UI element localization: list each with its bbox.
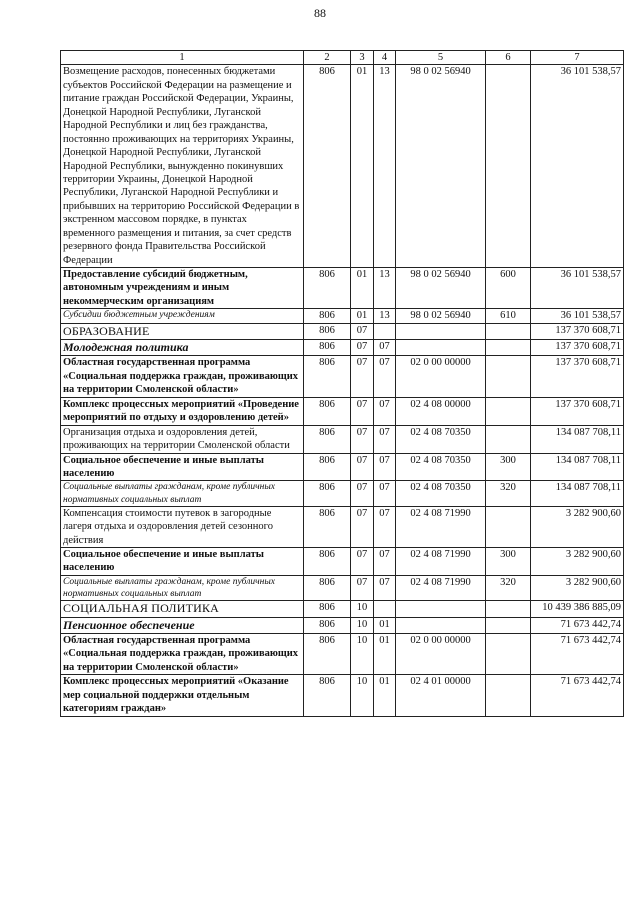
cell-section-code: 07 <box>351 323 374 339</box>
cell-subsection-code: 07 <box>374 356 396 397</box>
cell-section-code: 01 <box>351 268 374 309</box>
table-row <box>61 268 624 309</box>
row-name: Субсидии бюджетным учреждениям <box>61 309 304 323</box>
cell-amount: 10 439 386 885,09 <box>531 601 624 617</box>
row-name: Областная государственная программа «Социальная поддержка граждан, проживающих на территории Смоленской области» <box>61 633 304 674</box>
row-name: Пенсионное обеспечение <box>61 617 304 633</box>
cell-expense-type <box>486 633 531 674</box>
cell-amount: 137 370 608,71 <box>531 340 624 356</box>
cell-subsection-code: 01 <box>374 633 396 674</box>
cell-target-article: 02 4 08 00000 <box>396 397 486 425</box>
cell-expense-type <box>486 601 531 617</box>
cell-expense-type: 320 <box>486 481 531 506</box>
header-col-6: 6 <box>486 51 531 65</box>
cell-admin-code: 806 <box>304 453 351 481</box>
row-name: Социальное обеспечение и иные выплаты населению <box>61 548 304 576</box>
cell-amount: 3 282 900,60 <box>531 575 624 600</box>
cell-subsection-code <box>374 323 396 339</box>
table-header <box>61 51 624 65</box>
row-name: Социальные выплаты гражданам, кроме публичных нормативных социальных выплат <box>61 481 304 506</box>
header-col-3: 3 <box>351 51 374 65</box>
header-col-2: 2 <box>304 51 351 65</box>
page-number: 88 <box>314 6 326 20</box>
row-name: Областная государственная программа «Социальная поддержка граждан, проживающих на территории Смоленской области» <box>61 356 304 397</box>
cell-admin-code: 806 <box>304 675 351 716</box>
cell-target-article: 02 4 08 71990 <box>396 575 486 600</box>
row-name: Компенсация стоимости путевок в загородные лагеря отдыха и оздоровления детей сезонного действия <box>61 506 304 547</box>
cell-section-code: 07 <box>351 397 374 425</box>
table-row <box>61 506 624 547</box>
header-col-1: 1 <box>61 51 304 65</box>
cell-expense-type <box>486 65 531 268</box>
table-row <box>61 323 624 339</box>
cell-admin-code: 806 <box>304 65 351 268</box>
cell-subsection-code: 07 <box>374 481 396 506</box>
cell-amount: 137 370 608,71 <box>531 356 624 397</box>
cell-subsection-code: 01 <box>374 675 396 716</box>
cell-target-article <box>396 601 486 617</box>
cell-section-code: 07 <box>351 340 374 356</box>
table-row <box>61 575 624 600</box>
cell-admin-code: 806 <box>304 356 351 397</box>
table-row <box>61 65 624 268</box>
table-row <box>61 340 624 356</box>
row-name: Комплекс процессных мероприятий «Оказание мер социальной поддержки отдельным категориям граждан» <box>61 675 304 716</box>
table-body <box>61 65 624 716</box>
table-row <box>61 309 624 323</box>
cell-subsection-code: 13 <box>374 268 396 309</box>
row-name: ОБРАЗОВАНИЕ <box>61 323 304 339</box>
cell-target-article: 02 4 08 70350 <box>396 453 486 481</box>
cell-section-code: 10 <box>351 675 374 716</box>
cell-section-code: 10 <box>351 633 374 674</box>
row-name: Организация отдыха и оздоровления детей, проживающих на территории Смоленской области <box>61 425 304 453</box>
cell-amount: 71 673 442,74 <box>531 675 624 716</box>
cell-amount: 134 087 708,11 <box>531 453 624 481</box>
row-name: Возмещение расходов, понесенных бюджетами субъектов Российской Федерации на размещение и питание граждан Российской Федерации, Украины, Донецкой Народной Республики, Луганской Народной Республики и лиц без гражданства, постоянно проживающих на территориях Украины, Донецкой Народной Республики, Луганской Народной Республики, вынужденно покинувших территории Украины, Донецкой Народной Республики, Луганской Народной Республики и прибывших на территорию Российской Федерации в экстренном массовом порядке, в пунктах временного размещения и питания, за счет средств резервного фонда Правительства Российской Федерации <box>61 65 304 268</box>
table-row <box>61 397 624 425</box>
cell-target-article: 02 4 08 71990 <box>396 548 486 576</box>
cell-target-article <box>396 340 486 356</box>
cell-admin-code: 806 <box>304 323 351 339</box>
cell-subsection-code: 07 <box>374 548 396 576</box>
cell-target-article: 98 0 02 56940 <box>396 268 486 309</box>
cell-expense-type: 600 <box>486 268 531 309</box>
cell-section-code: 10 <box>351 617 374 633</box>
cell-subsection-code: 07 <box>374 397 396 425</box>
cell-expense-type <box>486 340 531 356</box>
cell-subsection-code <box>374 601 396 617</box>
cell-target-article: 02 4 08 71990 <box>396 506 486 547</box>
cell-expense-type <box>486 617 531 633</box>
cell-subsection-code: 13 <box>374 65 396 268</box>
cell-target-article: 98 0 02 56940 <box>396 309 486 323</box>
cell-admin-code: 806 <box>304 268 351 309</box>
cell-section-code: 07 <box>351 453 374 481</box>
cell-expense-type <box>486 506 531 547</box>
cell-amount: 71 673 442,74 <box>531 633 624 674</box>
cell-subsection-code: 07 <box>374 453 396 481</box>
header-col-4: 4 <box>374 51 396 65</box>
cell-amount: 3 282 900,60 <box>531 548 624 576</box>
cell-amount: 36 101 538,57 <box>531 65 624 268</box>
table-row <box>61 675 624 716</box>
cell-admin-code: 806 <box>304 601 351 617</box>
table-row <box>61 425 624 453</box>
cell-target-article: 98 0 02 56940 <box>396 65 486 268</box>
cell-expense-type: 300 <box>486 453 531 481</box>
cell-admin-code: 806 <box>304 548 351 576</box>
cell-section-code: 07 <box>351 356 374 397</box>
table-row <box>61 633 624 674</box>
table-row <box>61 356 624 397</box>
cell-expense-type: 610 <box>486 309 531 323</box>
cell-subsection-code: 07 <box>374 575 396 600</box>
cell-admin-code: 806 <box>304 481 351 506</box>
cell-amount: 137 370 608,71 <box>531 323 624 339</box>
cell-amount: 3 282 900,60 <box>531 506 624 547</box>
header-row <box>61 51 624 65</box>
cell-admin-code: 806 <box>304 340 351 356</box>
cell-section-code: 07 <box>351 481 374 506</box>
header-col-7: 7 <box>531 51 624 65</box>
row-name: Молодежная политика <box>61 340 304 356</box>
cell-section-code: 01 <box>351 309 374 323</box>
cell-target-article <box>396 323 486 339</box>
cell-section-code: 10 <box>351 601 374 617</box>
cell-admin-code: 806 <box>304 575 351 600</box>
cell-section-code: 07 <box>351 575 374 600</box>
cell-expense-type <box>486 425 531 453</box>
cell-admin-code: 806 <box>304 633 351 674</box>
cell-subsection-code: 07 <box>374 340 396 356</box>
cell-section-code: 07 <box>351 425 374 453</box>
cell-admin-code: 806 <box>304 425 351 453</box>
cell-expense-type <box>486 675 531 716</box>
cell-admin-code: 806 <box>304 617 351 633</box>
cell-target-article: 02 4 01 00000 <box>396 675 486 716</box>
cell-subsection-code: 13 <box>374 309 396 323</box>
cell-expense-type: 320 <box>486 575 531 600</box>
cell-subsection-code: 01 <box>374 617 396 633</box>
cell-amount: 71 673 442,74 <box>531 617 624 633</box>
cell-expense-type <box>486 356 531 397</box>
cell-section-code: 07 <box>351 548 374 576</box>
row-name: Предоставление субсидий бюджетным, автономным учреждениям и иным некоммерческим организациям <box>61 268 304 309</box>
cell-subsection-code: 07 <box>374 506 396 547</box>
cell-amount: 134 087 708,11 <box>531 425 624 453</box>
cell-target-article <box>396 617 486 633</box>
cell-amount: 137 370 608,71 <box>531 397 624 425</box>
table-row <box>61 617 624 633</box>
header-col-5: 5 <box>396 51 486 65</box>
cell-target-article: 02 4 08 70350 <box>396 425 486 453</box>
table-row <box>61 481 624 506</box>
cell-amount: 134 087 708,11 <box>531 481 624 506</box>
cell-section-code: 01 <box>351 65 374 268</box>
budget-table <box>60 50 624 717</box>
cell-subsection-code: 07 <box>374 425 396 453</box>
cell-admin-code: 806 <box>304 397 351 425</box>
row-name: СОЦИАЛЬНАЯ ПОЛИТИКА <box>61 601 304 617</box>
row-name: Комплекс процессных мероприятий «Проведение мероприятий по отдыху и оздоровлению детей» <box>61 397 304 425</box>
cell-admin-code: 806 <box>304 506 351 547</box>
cell-target-article: 02 4 08 70350 <box>396 481 486 506</box>
cell-amount: 36 101 538,57 <box>531 309 624 323</box>
table-row <box>61 601 624 617</box>
cell-expense-type <box>486 323 531 339</box>
cell-target-article: 02 0 00 00000 <box>396 356 486 397</box>
row-name: Социальные выплаты гражданам, кроме публичных нормативных социальных выплат <box>61 575 304 600</box>
table-row <box>61 548 624 576</box>
cell-admin-code: 806 <box>304 309 351 323</box>
cell-amount: 36 101 538,57 <box>531 268 624 309</box>
table-row <box>61 453 624 481</box>
cell-target-article: 02 0 00 00000 <box>396 633 486 674</box>
row-name: Социальное обеспечение и иные выплаты населению <box>61 453 304 481</box>
cell-section-code: 07 <box>351 506 374 547</box>
cell-expense-type <box>486 397 531 425</box>
cell-expense-type: 300 <box>486 548 531 576</box>
